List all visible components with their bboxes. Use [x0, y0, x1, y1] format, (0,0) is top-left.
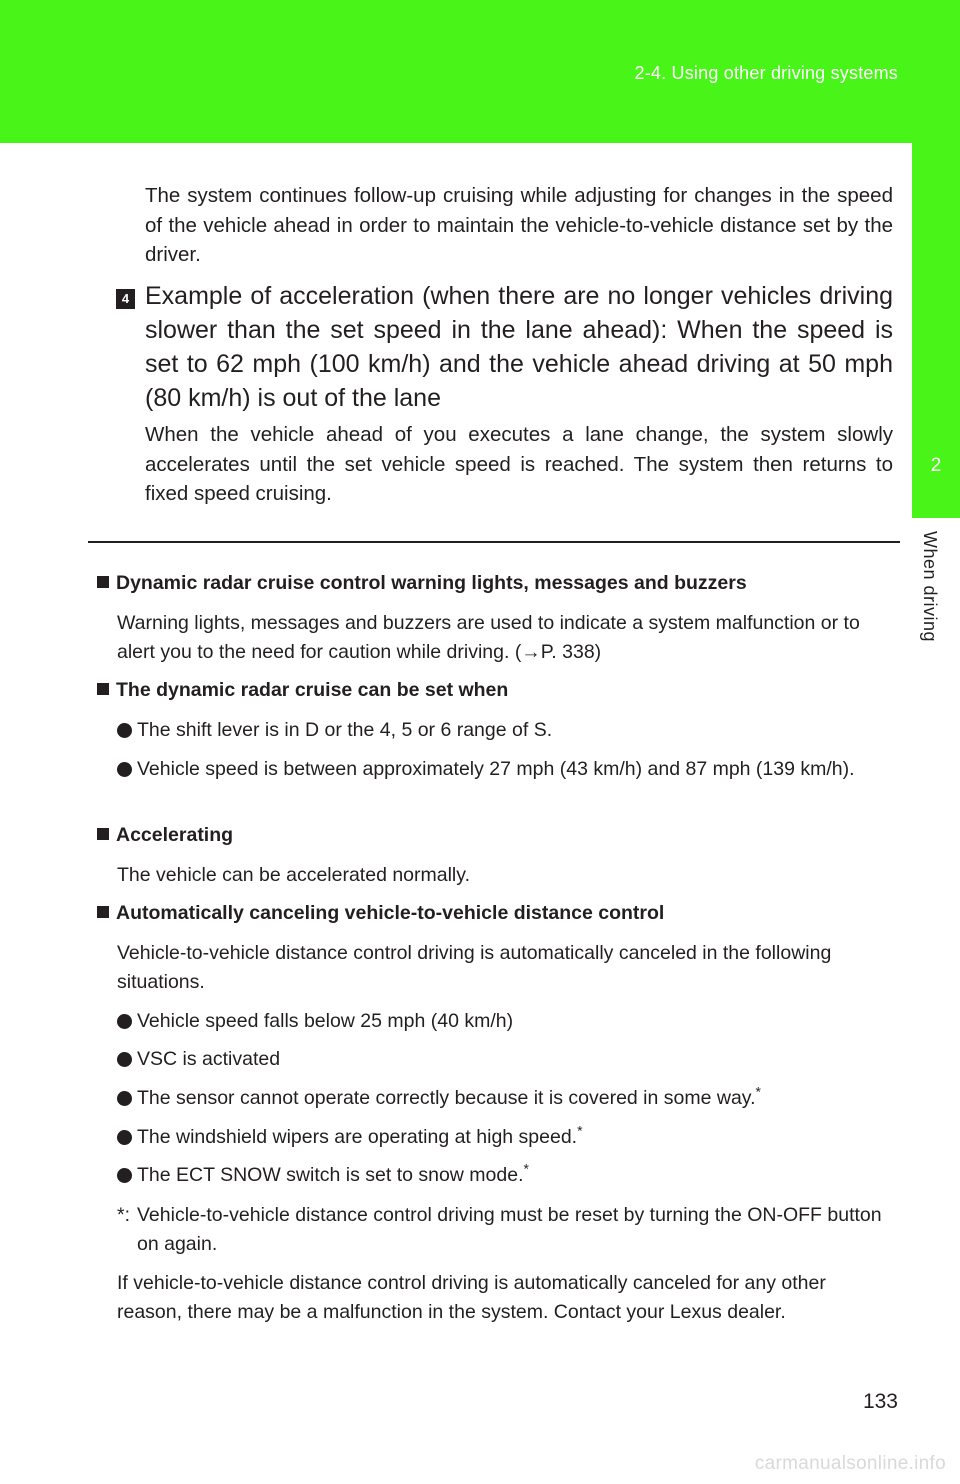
round-bullet-icon — [117, 723, 132, 738]
footnote: *: Vehicle-to-vehicle distance control driving must be reset by turning the ON-OFF button on again. — [117, 1201, 893, 1259]
accelerating-text: The vehicle can be accelerated normally. — [117, 864, 470, 886]
chapter-number: 2 — [930, 455, 942, 476]
square-bullet-icon — [97, 828, 109, 840]
round-bullet-icon — [117, 1130, 132, 1145]
section-header-title: 2-4. Using other driving systems — [634, 63, 898, 83]
round-bullet-icon — [117, 1052, 132, 1067]
warning-text: Warning lights, messages and buzzers are used to indicate a system malfunction or to alert you to the need for caution while driving. (→P. 338) — [117, 612, 860, 663]
list-item: The ECT SNOW switch is set to snow mode.* — [117, 1161, 893, 1190]
closing-paragraph: If vehicle-to-vehicle distance control driving is automatically canceled for any other reason, there may be a malfunction in the system. Contact your Lexus dealer. — [117, 1272, 826, 1323]
list-item: VSC is activated — [117, 1045, 893, 1074]
square-bullet-icon — [97, 906, 109, 918]
list-item: Vehicle speed is between approximately 27 mph (43 km/h) and 87 mph (139 km/h). — [117, 755, 893, 784]
asterisk-mark: * — [577, 1122, 583, 1139]
auto-cancel-text: Vehicle-to-vehicle distance control driving is automatically canceled in the following situations. — [117, 942, 832, 993]
square-bullet-icon — [97, 683, 109, 695]
round-bullet-icon — [117, 1168, 132, 1183]
section-heading-warning: Dynamic radar cruise control warning lights, messages and buzzers — [97, 572, 747, 595]
list-item: The shift lever is in D or the 4, 5 or 6 range of S. — [117, 716, 893, 745]
section-heading-accelerating: Accelerating — [97, 824, 233, 847]
round-bullet-icon — [117, 1014, 132, 1029]
square-bullet-icon — [97, 576, 109, 588]
watermark: carmanualsonline.info — [754, 1453, 946, 1474]
round-bullet-icon — [117, 1091, 132, 1106]
step-4-body: When the vehicle ahead of you executes a lane change, the system slowly accelerates until the set vehicle speed is reached. The system then returns to fixed speed cruising. — [145, 423, 893, 505]
section-divider — [88, 541, 900, 543]
step-4-heading: Example of acceleration (when there are no longer vehicles driving slower than the set speed in the lane ahead): When the speed is set to 62 mph (100 km/h) and the vehicle ahead driving at 50 mph (80 km/h) is out of the lane — [145, 282, 893, 412]
page-number: 133 — [862, 1390, 898, 1413]
list-item: The sensor cannot operate correctly because it is covered in some way.* — [117, 1084, 893, 1113]
list-item: The windshield wipers are operating at high speed.* — [117, 1123, 893, 1152]
section-heading-set-when: The dynamic radar cruise can be set when — [97, 679, 508, 702]
page-header — [0, 0, 960, 143]
asterisk-mark: * — [523, 1160, 529, 1177]
footnote-mark: *: — [117, 1204, 131, 1226]
step-4-icon: 4 — [116, 289, 135, 309]
section-heading-auto-cancel: Automatically canceling vehicle-to-vehicle distance control — [97, 902, 664, 925]
asterisk-mark: * — [755, 1083, 761, 1100]
intro-paragraph: The system continues follow-up cruising while adjusting for changes in the speed of the vehicle ahead in order to maintain the vehicle-to-vehicle distance set by the driver. — [145, 184, 893, 266]
chapter-label: When driving — [920, 531, 940, 643]
round-bullet-icon — [117, 762, 132, 777]
list-item: Vehicle speed falls below 25 mph (40 km/h) — [117, 1007, 893, 1036]
